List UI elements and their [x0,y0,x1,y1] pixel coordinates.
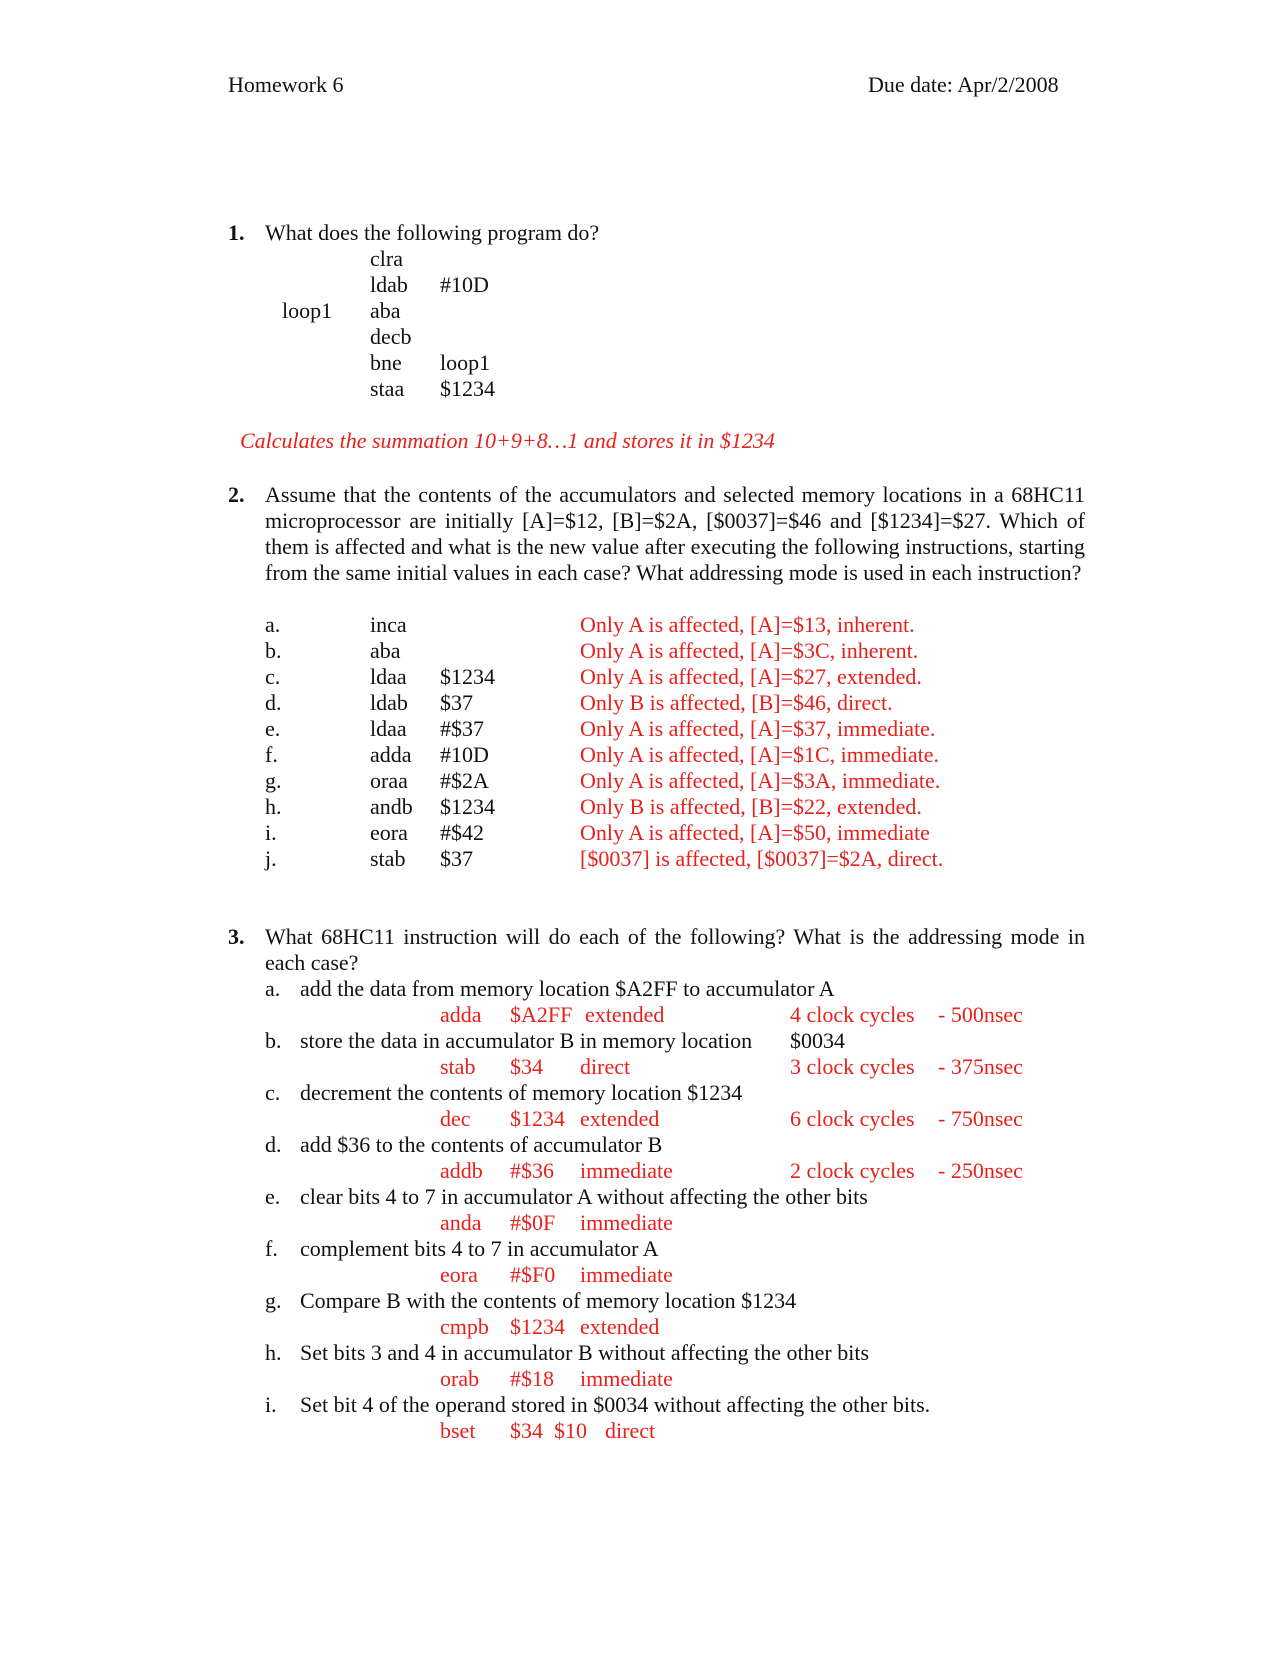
q2-letter: i. [265,820,277,845]
q3-mode: extended [580,1106,660,1131]
q2-arg: $1234 [440,794,495,819]
due-date: Due date: Apr/2/2008 [868,72,1059,97]
q3-letter: a. [265,976,281,1001]
q3-op: orab [440,1366,480,1391]
q2-answer: [$0037] is affected, [$0037]=$2A, direct. [580,846,944,871]
q3-op: stab [440,1054,476,1079]
q1-number: 1. [228,220,245,245]
q3-arg: $1234 [510,1106,565,1131]
q3-mode: extended [585,1002,665,1027]
q1-code-arg: loop1 [440,350,491,375]
q3-item-text: Compare B with the contents of memory location $1234 [300,1288,797,1313]
q3-number: 3. [228,924,245,949]
q2-op: oraa [370,768,408,793]
q3-item-text: Set bit 4 of the operand stored in $0034 without affecting the other bits. [300,1392,931,1417]
q1-code-op: aba [370,298,401,323]
q3-arg: #$0F [510,1210,556,1235]
q3-arg: #$36 [510,1158,554,1183]
q2-letter: c. [265,664,281,689]
q2-letter: a. [265,612,281,637]
q1-code-label: loop1 [282,298,333,323]
q3-letter: d. [265,1132,282,1157]
q3-mode: direct [580,1054,631,1079]
q1-code-arg: #10D [440,272,489,297]
q1-code-op: bne [370,350,402,375]
q3-cycles: 3 clock cycles [790,1054,915,1079]
q3-mode: immediate [580,1366,673,1391]
q3-mode: immediate [580,1210,673,1235]
q3-arg: $34 [510,1054,543,1079]
q3-item-text-tail: $0034 [790,1028,845,1053]
header-title: Homework 6 [228,72,344,97]
q3-op: eora [440,1262,478,1287]
q3-item-text: store the data in accumulator B in memory location [300,1028,753,1053]
q2-letter: d. [265,690,282,715]
q2-letter: g. [265,768,282,793]
q3-op: dec [440,1106,471,1131]
q2-op: stab [370,846,406,871]
q3-letter: b. [265,1028,282,1053]
q3-time: - 500nsec [938,1002,1023,1027]
q3-item-text: add the data from memory location $A2FF to accumulator A [300,976,835,1001]
q3-arg: $1234 [510,1314,565,1339]
q3-op: bset [440,1418,476,1443]
q3-mode: immediate [580,1262,673,1287]
q2-arg: #$37 [440,716,484,741]
q2-op: ldab [370,690,408,715]
q1-text: What does the following program do? [265,220,600,245]
q2-number: 2. [228,482,245,507]
q2-arg: #$42 [440,820,484,845]
q2-answer: Only A is affected, [A]=$27, extended. [580,664,922,689]
q2-answer: Only A is affected, [A]=$3A, immediate. [580,768,941,793]
q2-answer: Only A is affected, [A]=$3C, inherent. [580,638,919,663]
q2-answer: Only B is affected, [B]=$22, extended. [580,794,922,819]
q3-mode: direct [605,1418,656,1443]
q3-op: cmpb [440,1314,489,1339]
q3-letter: f. [265,1236,278,1261]
q2-letter: h. [265,794,282,819]
q2-arg: #$2A [440,768,489,793]
q3-text: What 68HC11 instruction will do each of the following? What is the addressing mode in each case? [265,924,1085,975]
q1-code-arg: $1234 [440,376,495,401]
q3-cycles: 2 clock cycles [790,1158,915,1183]
q2-answer: Only A is affected, [A]=$50, immediate [580,820,930,845]
q2-arg: $37 [440,690,473,715]
q3-arg: $34 $10 [510,1418,587,1443]
q3-item-text: complement bits 4 to 7 in accumulator A [300,1236,659,1261]
q2-answer: Only A is affected, [A]=$37, immediate. [580,716,936,741]
q2-letter: f. [265,742,278,767]
q2-letter: j. [265,846,277,871]
q2-answer: Only A is affected, [A]=$1C, immediate. [580,742,940,767]
q3-arg: $A2FF [510,1002,573,1027]
q3-time: - 250nsec [938,1158,1023,1183]
q2-arg: #10D [440,742,489,767]
q3-letter: g. [265,1288,282,1313]
q1-answer: Calculates the summation 10+9+8…1 and stores it in $1234 [240,428,775,453]
q1-code-op: ldab [370,272,408,297]
q3-letter: h. [265,1340,282,1365]
q3-item-text: decrement the contents of memory location $1234 [300,1080,743,1105]
q2-arg: $37 [440,846,473,871]
q3-op: adda [440,1002,482,1027]
q3-letter: i. [265,1392,277,1417]
q3-arg: #$18 [510,1366,554,1391]
q3-item-text: add $36 to the contents of accumulator B [300,1132,663,1157]
q2-letter: e. [265,716,281,741]
q3-item-text: Set bits 3 and 4 in accumulator B without affecting the other bits [300,1340,870,1365]
q3-letter: e. [265,1184,281,1209]
q3-time: - 750nsec [938,1106,1023,1131]
q2-op: aba [370,638,401,663]
q2-op: inca [370,612,407,637]
q1-code-op: staa [370,376,405,401]
q3-time: - 375nsec [938,1054,1023,1079]
q3-cycles: 6 clock cycles [790,1106,915,1131]
q2-op: ldaa [370,664,407,689]
q1-code-op: clra [370,246,403,271]
q3-item-text: clear bits 4 to 7 in accumulator A without affecting the other bits [300,1184,868,1209]
q2-answer: Only B is affected, [B]=$46, direct. [580,690,893,715]
q3-op: addb [440,1158,483,1183]
q3-letter: c. [265,1080,281,1105]
q2-op: adda [370,742,412,767]
q3-op: anda [440,1210,482,1235]
q3-cycles: 4 clock cycles [790,1002,915,1027]
q2-letter: b. [265,638,282,663]
q3-arg: #$F0 [510,1262,556,1287]
q2-op: eora [370,820,408,845]
q2-answer: Only A is affected, [A]=$13, inherent. [580,612,915,637]
q2-arg: $1234 [440,664,495,689]
q1-code-op: decb [370,324,412,349]
q3-mode: extended [580,1314,660,1339]
q2-op: andb [370,794,413,819]
q3-mode: immediate [580,1158,673,1183]
q2-op: ldaa [370,716,407,741]
q2-text: Assume that the contents of the accumulators and selected memory locations in a 68HC11 microprocessor are initially [A]=$12, [B]=$2A, [$0037]=$46 and [$1234]=$27. Which of them is affected and what is the new value after executing the following instructions, starting from the same initial values in each case? What addressing mode is used in each instruction? [265,482,1085,585]
